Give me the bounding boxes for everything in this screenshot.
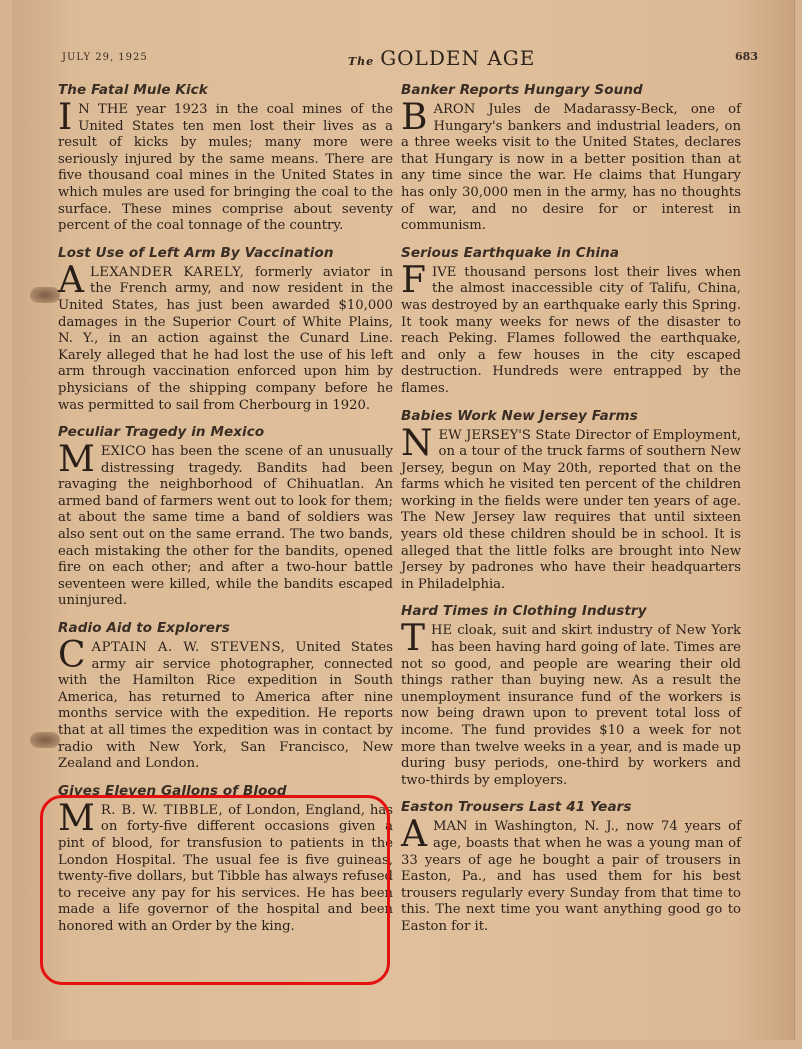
article-lead: LEXANDER KARELY, bbox=[90, 264, 245, 280]
article-headline: Hard Times in Clothing Industry bbox=[401, 603, 647, 620]
article-body bbox=[58, 635, 394, 773]
right-column bbox=[401, 82, 741, 946]
article-body bbox=[401, 618, 741, 789]
article-body bbox=[58, 439, 393, 610]
article-headline: Radio Aid to Explorers bbox=[58, 620, 230, 637]
article-headline: Gives Eleven Gallons of Blood bbox=[58, 782, 287, 799]
article-text: of London, England, has on forty-five different occasions given a pint of blood, for transfusion to patients in the London Hospital. The usual fee is five guineas, twenty-five dollars, but Tibble has always refused to receive any pay for his services. He has been made a life governor of the hospital and been honored with an Order by the king. bbox=[58, 802, 393, 934]
article-lead: IVE bbox=[431, 264, 457, 280]
article-headline: Serious Earthquake in China bbox=[401, 244, 620, 261]
article-body bbox=[58, 97, 394, 235]
drop-cap: M bbox=[58, 797, 95, 839]
article-headline: Lost Use of Left Arm By Vaccination bbox=[58, 244, 334, 261]
article-peculiar-tragedy bbox=[58, 424, 393, 610]
highlight-annotation bbox=[40, 795, 390, 985]
drop-cap: F bbox=[401, 259, 426, 301]
drop-cap: T bbox=[401, 618, 426, 660]
article-body bbox=[401, 422, 741, 594]
article-lead: EW JERSEY'S bbox=[438, 427, 531, 443]
drop-cap: I bbox=[58, 97, 73, 138]
issue-date: JULY 29, 1925 bbox=[62, 52, 148, 63]
running-head bbox=[48, 46, 758, 70]
title-text: GOLDEN AGE bbox=[380, 46, 536, 70]
article-banker-hungary bbox=[401, 82, 741, 235]
article-headline: Babies Work New Jersey Farms bbox=[401, 407, 638, 424]
article-text: has been the scene of an unusually distressing tragedy. Bandits had been ravaging the neighborhood of Chihuatlan. An armed band of farmers went out to look for them; at about the same time a band of soldiers was also sent out on the same errand. The two bands, each mistaking the other for the bandits, opened fire on each other; and after a two-hour battle seventeen were killed, while the bandits escaped uninjured. bbox=[58, 444, 393, 609]
drop-cap: A bbox=[58, 259, 84, 301]
title-article: The bbox=[348, 55, 375, 68]
article-text: MAN in Washington, N. J., now 74 years of age, boasts that when he was a young man of 33 years of age he bought a pair of trousers in Easton, Pa., and has used them for his best trousers regularly every Sunday from that time to this. The next time you want anything good go to Easton for it. bbox=[401, 819, 741, 934]
article-headline: Peculiar Tragedy in Mexico bbox=[58, 424, 265, 441]
article-lead: R. B. W. TIBBLE, bbox=[100, 802, 224, 818]
drop-cap: M bbox=[58, 439, 95, 481]
article-text: State Director of Employment, on a tour of the truck farms of southern New Jersey, begun on May 20th, reported that on the farms which he visited ten percent of the children working in the fields were under ten years of age. The New Jersey law requires that until sixteen years old these children should be in school. It is alleged that the little folks are brought into New Jersey by padrones who have their headquarters in Philadelphia. bbox=[401, 427, 741, 592]
article-fatal-mule-kick bbox=[58, 82, 393, 235]
article-clothing-industry bbox=[401, 603, 741, 789]
article-headline: The Fatal Mule Kick bbox=[58, 82, 208, 98]
article-babies-new-jersey bbox=[401, 408, 741, 594]
binding-hole-top bbox=[30, 287, 60, 303]
article-lead: ARON bbox=[433, 102, 476, 117]
article-lead: APTAIN A. W. STEVENS, bbox=[91, 640, 286, 656]
article-text: formerly aviator in the French army, and now resident in the United States, has just been awarded $10,000 damages in the Superior Court of White Plains, N. Y., in an action against the Cunard Line. Karely alleged that he had lost the use of his left arm through vaccination enforced upon him by physicians of the shipping company before he was permitted to sail from Cherbourg in 1920. bbox=[58, 264, 393, 413]
article-text: United States army air service photographer, connected with the Hamilton Rice expedition in South America, has returned to America after nine months service with the expedition. He reports that at all times the expedition was in contact by radio with New York, San Francisco, New Zealand and London. bbox=[58, 640, 394, 772]
article-body bbox=[58, 259, 393, 414]
article-lead: HE bbox=[431, 623, 453, 639]
article-body bbox=[401, 97, 741, 235]
drop-cap: C bbox=[58, 635, 86, 677]
drop-cap: B bbox=[401, 97, 428, 138]
page-number: 683 bbox=[735, 50, 758, 63]
article-radio-aid bbox=[58, 620, 393, 773]
article-headline: Easton Trousers Last 41 Years bbox=[401, 799, 632, 816]
article-lead: N THE bbox=[78, 102, 128, 117]
article-text: Jules de Madarassy-Beck, one of Hungary's bankers and industrial leaders, on a three weeks visit to the United States, declares that Hungary is now in a better position than at any time since the war. He claims that Hungary has only 30,000 men in the army, has no thoughts of war, and no desire for or interest in communism. bbox=[401, 102, 741, 234]
article-text: thousand persons lost their lives when the almost inaccessible city of Talifu, China, was destroyed by an earthquake early this Spring. It took many weeks for news of the disaster to reach Peking. Flames followed the earthquake, and only a few houses in the city escaped destruction. Hundreds were entrapped by the flames. bbox=[401, 264, 741, 396]
article-text: year 1923 in the coal mines of the United States ten men lost their lives as a result of kicks by mules; many more were seriously injured by the same means. There are five thousand coal mines in the United States in which mules are used for bringing the coal to the surface. These mines comprise about seventy percent of the coal tonnage of the country. bbox=[58, 102, 394, 234]
drop-cap: A bbox=[401, 814, 427, 856]
article-headline: Banker Reports Hungary Sound bbox=[401, 82, 643, 98]
binding-hole-bottom bbox=[30, 732, 60, 748]
article-easton-trousers bbox=[401, 799, 741, 935]
article-lead: EXICO bbox=[100, 444, 147, 460]
drop-cap: N bbox=[401, 422, 433, 464]
article-body bbox=[401, 259, 741, 398]
article-lost-use-of-left-arm bbox=[58, 245, 393, 414]
article-text: cloak, suit and skirt industry of New York has been having hard going of late. Times are not so good, and people are wearing their old things rather than buying new. As a result the unemployment insurance fund of the workers is now being drawn upon to prevent total loss of income. The fund provides $10 a week for not more than twelve weeks in a year, and is made up during busy periods, one-third by workers and two-thirds by employers. bbox=[401, 623, 741, 788]
article-body bbox=[401, 814, 741, 935]
magazine-title bbox=[348, 46, 535, 70]
article-earthquake-china bbox=[401, 245, 741, 398]
